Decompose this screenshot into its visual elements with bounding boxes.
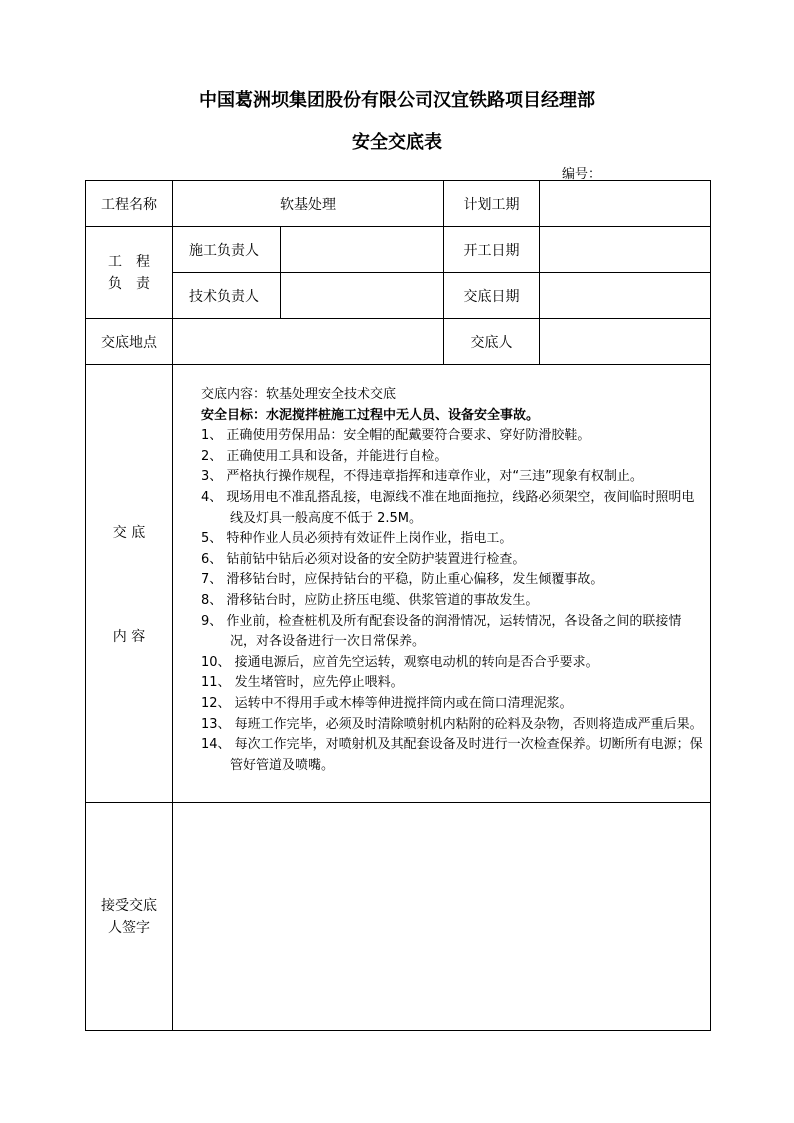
- planned-period-label: 计划工期: [444, 181, 540, 227]
- content-item-13: 13、 每班工作完毕，必须及时清除喷射机内粘附的砼料及杂物，否则将造成严重后果。: [201, 716, 703, 732]
- location-label: 交底地点: [86, 319, 173, 365]
- table-row-location: [86, 319, 711, 365]
- briefing-content: [173, 365, 711, 803]
- project-name-label: 工程名称: [86, 181, 173, 227]
- construction-lead-value[interactable]: [281, 227, 444, 273]
- content-side-label-line-2: 内 容: [112, 629, 146, 645]
- signature-label: [86, 803, 173, 1031]
- technical-lead-value[interactable]: [281, 273, 444, 319]
- content-item-6: 6、 钻前钻中钻后必须对设备的安全防护装置进行检查。: [201, 551, 526, 567]
- briefing-date-value[interactable]: [540, 273, 711, 319]
- content-item-3: 3、 严格执行操作规程，不得违章指挥和违章作业，对“三违”现象有权制止。: [201, 469, 643, 485]
- content-safety-goal: 安全目标：水泥搅拌桩施工过程中无人员、设备安全事故。: [201, 407, 540, 423]
- content-item-2: 2、 正确使用工具和设备，并能进行自检。: [201, 448, 448, 464]
- location-value[interactable]: [173, 319, 444, 365]
- briefer-label: 交底人: [444, 319, 540, 365]
- project-name-value[interactable]: 软基处理: [173, 181, 444, 227]
- engineering-label-line-2: 负 责: [108, 275, 150, 292]
- start-date-label: 开工日期: [444, 227, 540, 273]
- content-item-11: 11、 发生堵管时，应先停止喂料。: [201, 675, 404, 691]
- content-item-14: 14、 每次工作完毕，对喷射机及其配套设备及时进行一次检查保养。切断所有电源；保管好管道及喷嘴。: [201, 737, 703, 773]
- signature-label-line-1: 接受交底: [101, 897, 157, 914]
- content-item-8: 8、 滑移钻台时，应防止挤压电缆、供浆管道的事故发生。: [201, 592, 539, 608]
- content-item-12: 12、 运转中不得用手或木棒等伸进搅拌筒内或在筒口清理泥浆。: [201, 695, 573, 711]
- content-item-1: 1、 正确使用劳保用品：安全帽的配戴要符合要求、穿好防滑胶鞋。: [201, 428, 591, 444]
- briefer-value[interactable]: [540, 319, 711, 365]
- briefing-date-label: 交底日期: [444, 273, 540, 319]
- content-item-7: 7、 滑移钻台时，应保持钻台的平稳，防止重心偏移，发生倾覆事故。: [201, 572, 604, 588]
- technical-lead-label: 技术负责人: [173, 273, 281, 319]
- table-row-construction-lead: [86, 227, 711, 273]
- content-item-4: 4、 现场用电不准乱搭乱接，电源线不准在地面拖拉，线路必须架空，夜间临时照明电线及灯具一般高度不低于 2.5M。: [201, 489, 695, 526]
- content-side-label-line-1: 交 底: [112, 525, 146, 541]
- engineering-responsible-label: [86, 227, 173, 319]
- content-item-5: 5、 特种作业人员必须持有效证件上岗作业，指电工。: [201, 531, 513, 547]
- table-row-signature: [86, 803, 711, 1031]
- document-subtitle: 安全交底表: [352, 132, 442, 153]
- start-date-value[interactable]: [540, 227, 711, 273]
- engineering-label-line-1: 工 程: [108, 253, 150, 270]
- content-side-label: [86, 365, 173, 803]
- safety-briefing-table: [85, 180, 711, 1031]
- table-row-project-name: [86, 181, 711, 227]
- planned-period-value[interactable]: [540, 181, 711, 227]
- content-intro: 交底内容：软基处理安全技术交底: [201, 387, 397, 402]
- serial-number-label: 编号：: [562, 167, 602, 182]
- construction-lead-label: 施工负责人: [173, 227, 281, 273]
- content-item-10: 10、 接通电源后，应首先空运转，观察电动机的转向是否合乎要求。: [201, 654, 599, 670]
- document-title: 中国葛洲坝集团股份有限公司汉宜铁路项目经理部: [199, 90, 595, 111]
- content-item-9: 9、 作业前，检查桩机及所有配套设备的润滑情况，运转情况，各设备之间的联接情况，对各设备进行一次日常保养。: [201, 613, 682, 650]
- table-row-technical-lead: [86, 273, 711, 319]
- table-row-content: [86, 365, 711, 803]
- signature-area[interactable]: [173, 803, 711, 1031]
- signature-label-line-2: 人签字: [108, 919, 150, 936]
